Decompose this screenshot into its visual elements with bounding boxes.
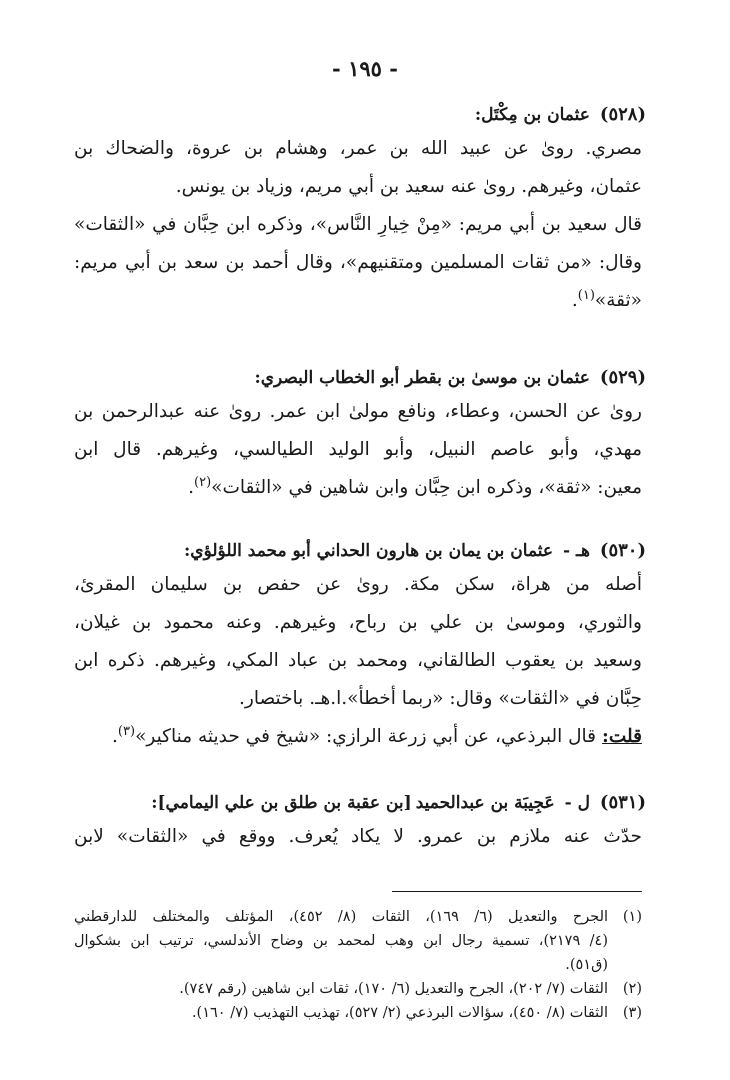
body-line: حدّث عنه ملازم بن عمرو. لا يكاد يُعرف. ووقع في «الثقات» لابن bbox=[74, 826, 642, 847]
body-line: أصله من هراة، سكن مكة. روىٰ عن حفص بن سليمان المقرئ، bbox=[74, 574, 642, 595]
footnote-marker: (٣) bbox=[117, 723, 136, 739]
body-line: وقال: «من ثقات المسلمين ومتقنيهم»، وقال أحمد بن سعد بن أبي مريم: bbox=[74, 252, 642, 273]
page-number: - ١٩٥ - bbox=[332, 56, 398, 81]
footnote-line: (٤/ ٢١٧٩)، تسمية رجال ابن وهب لمحمد بن وضاح الأندلسي، ترتيب ابن بشكوال bbox=[74, 933, 608, 949]
footnotes bbox=[74, 905, 642, 1025]
footnote-number: (١) bbox=[622, 909, 642, 925]
entry-body bbox=[74, 393, 642, 507]
entry-529 bbox=[74, 363, 646, 507]
body-line: عثمان، وغيرهم. روىٰ عنه سعيد بن أبي مريم، وزياد بن يونس. bbox=[175, 176, 642, 197]
entry-title: عثمان بن مِكْتَل: bbox=[474, 105, 590, 125]
body-line: والثوري، وموسىٰ بن علي بن رباح، وغيرهم. وعنه محمود بن غيلان، bbox=[74, 612, 642, 633]
body-line: روىٰ عن الحسن، وعطاء، ونافع مولىٰ ابن عمر. روىٰ عنه عبدالرحمن بن bbox=[74, 401, 642, 422]
entry-marker: هـ - bbox=[563, 541, 590, 561]
entry-heading bbox=[74, 363, 646, 393]
footnote-text bbox=[74, 1001, 608, 1025]
footnote-divider bbox=[392, 891, 642, 892]
entry-title: عثمان بن يمان بن هارون الحداني أبو محمد اللؤلؤي: bbox=[184, 541, 554, 561]
entry-number: (٥٢٨) bbox=[599, 104, 646, 125]
footnote-line: (ق٥١). bbox=[565, 957, 608, 973]
entry-bracket-note: [بن عقبة بن طلق بن علي اليمامي]: bbox=[151, 793, 412, 813]
body-line: مصري. روىٰ عن عبيد الله بن عمر، وهشام بن عروة، والضحاك بن bbox=[74, 138, 642, 159]
entry-heading bbox=[74, 788, 646, 818]
body-text: «ثقة» bbox=[594, 290, 642, 311]
body-line: حِبَّان في «الثقات» وقال: «ربما أخطأ».ا.هـ. باختصار. bbox=[239, 688, 642, 709]
entry-body bbox=[74, 818, 642, 856]
entry-530 bbox=[74, 536, 646, 756]
body-line-last: قلت:قال البرذعي، عن أبي زرعة الرازي: «شيخ في حديثه مناكير»$^{(٣)}$. bbox=[112, 723, 642, 747]
footnote-marker: (٢) bbox=[194, 474, 212, 490]
entry-body bbox=[74, 566, 642, 756]
body-line: مهدي، وأبو عاصم النبيل، وأبو الوليد الطيالسي، وغيرهم. قال ابن bbox=[74, 439, 642, 460]
body-line-last: معين: «ثقة»، وذكره ابن حِبَّان وابن شاهين في «الثقات»$^{(٢)}$. bbox=[188, 474, 642, 498]
footnote-2 bbox=[74, 977, 642, 1001]
entry-title: عَجِيبَة بن عبدالحميد bbox=[415, 793, 555, 813]
entry-number: (٥٢٩) bbox=[599, 367, 646, 388]
entry-528 bbox=[74, 100, 646, 320]
body-text: قال البرذعي، عن أبي زرعة الرازي: «شيخ في حديثه مناكير» bbox=[135, 726, 597, 747]
footnote-text bbox=[74, 905, 608, 977]
footnote-marker: (١) bbox=[577, 287, 595, 303]
entry-531 bbox=[74, 788, 646, 856]
entry-title: عثمان بن موسىٰ بن بقطر أبو الخطاب البصري: bbox=[254, 368, 590, 388]
body-line-last: «ثقة»$^{(١)}$. bbox=[571, 287, 642, 311]
entry-heading bbox=[74, 536, 646, 566]
footnote-line: الجرح والتعديل (٦/ ١٦٩)، الثقات (٨/ ٤٥٢)، المؤتلف والمختلف للدارقطني bbox=[74, 909, 608, 925]
footnote-line: الثقات (٨/ ٤٥٠)، سؤالات البرذعي (٢/ ٥٢٧)، تهذيب التهذيب (٧/ ١٦٠). bbox=[191, 1005, 608, 1021]
entry-number: (٥٣٠) bbox=[599, 540, 646, 561]
entry-marker: ل - bbox=[564, 793, 590, 813]
footnote-3 bbox=[74, 1001, 642, 1025]
body-line: وسعيد بن يعقوب الطالقاني، ومحمد بن عباد المكي، وغيرهم. ذكره ابن bbox=[74, 650, 642, 671]
entry-number: (٥٣١) bbox=[599, 792, 646, 813]
body-line: قال سعيد بن أبي مريم: «مِنْ خِيارِ النَّاس»، وذكره ابن حِبَّان في «الثقات» bbox=[74, 214, 642, 235]
footnote-number: (٢) bbox=[622, 981, 642, 997]
qult-label: قلت: bbox=[602, 726, 642, 747]
footnote-line: الثقات (٧/ ٢٠٢)، الجرح والتعديل (٦/ ١٧٠)، ثقات ابن شاهين (رقم ٧٤٧). bbox=[179, 981, 608, 997]
footnote-text bbox=[74, 977, 608, 1001]
body-text: معين: «ثقة»، وذكره ابن حِبَّان وابن شاهين في «الثقات» bbox=[211, 477, 642, 498]
footnote-number: (٣) bbox=[622, 1005, 642, 1021]
entry-body bbox=[74, 130, 642, 320]
entry-heading bbox=[74, 100, 646, 130]
footnote-1 bbox=[74, 905, 642, 977]
